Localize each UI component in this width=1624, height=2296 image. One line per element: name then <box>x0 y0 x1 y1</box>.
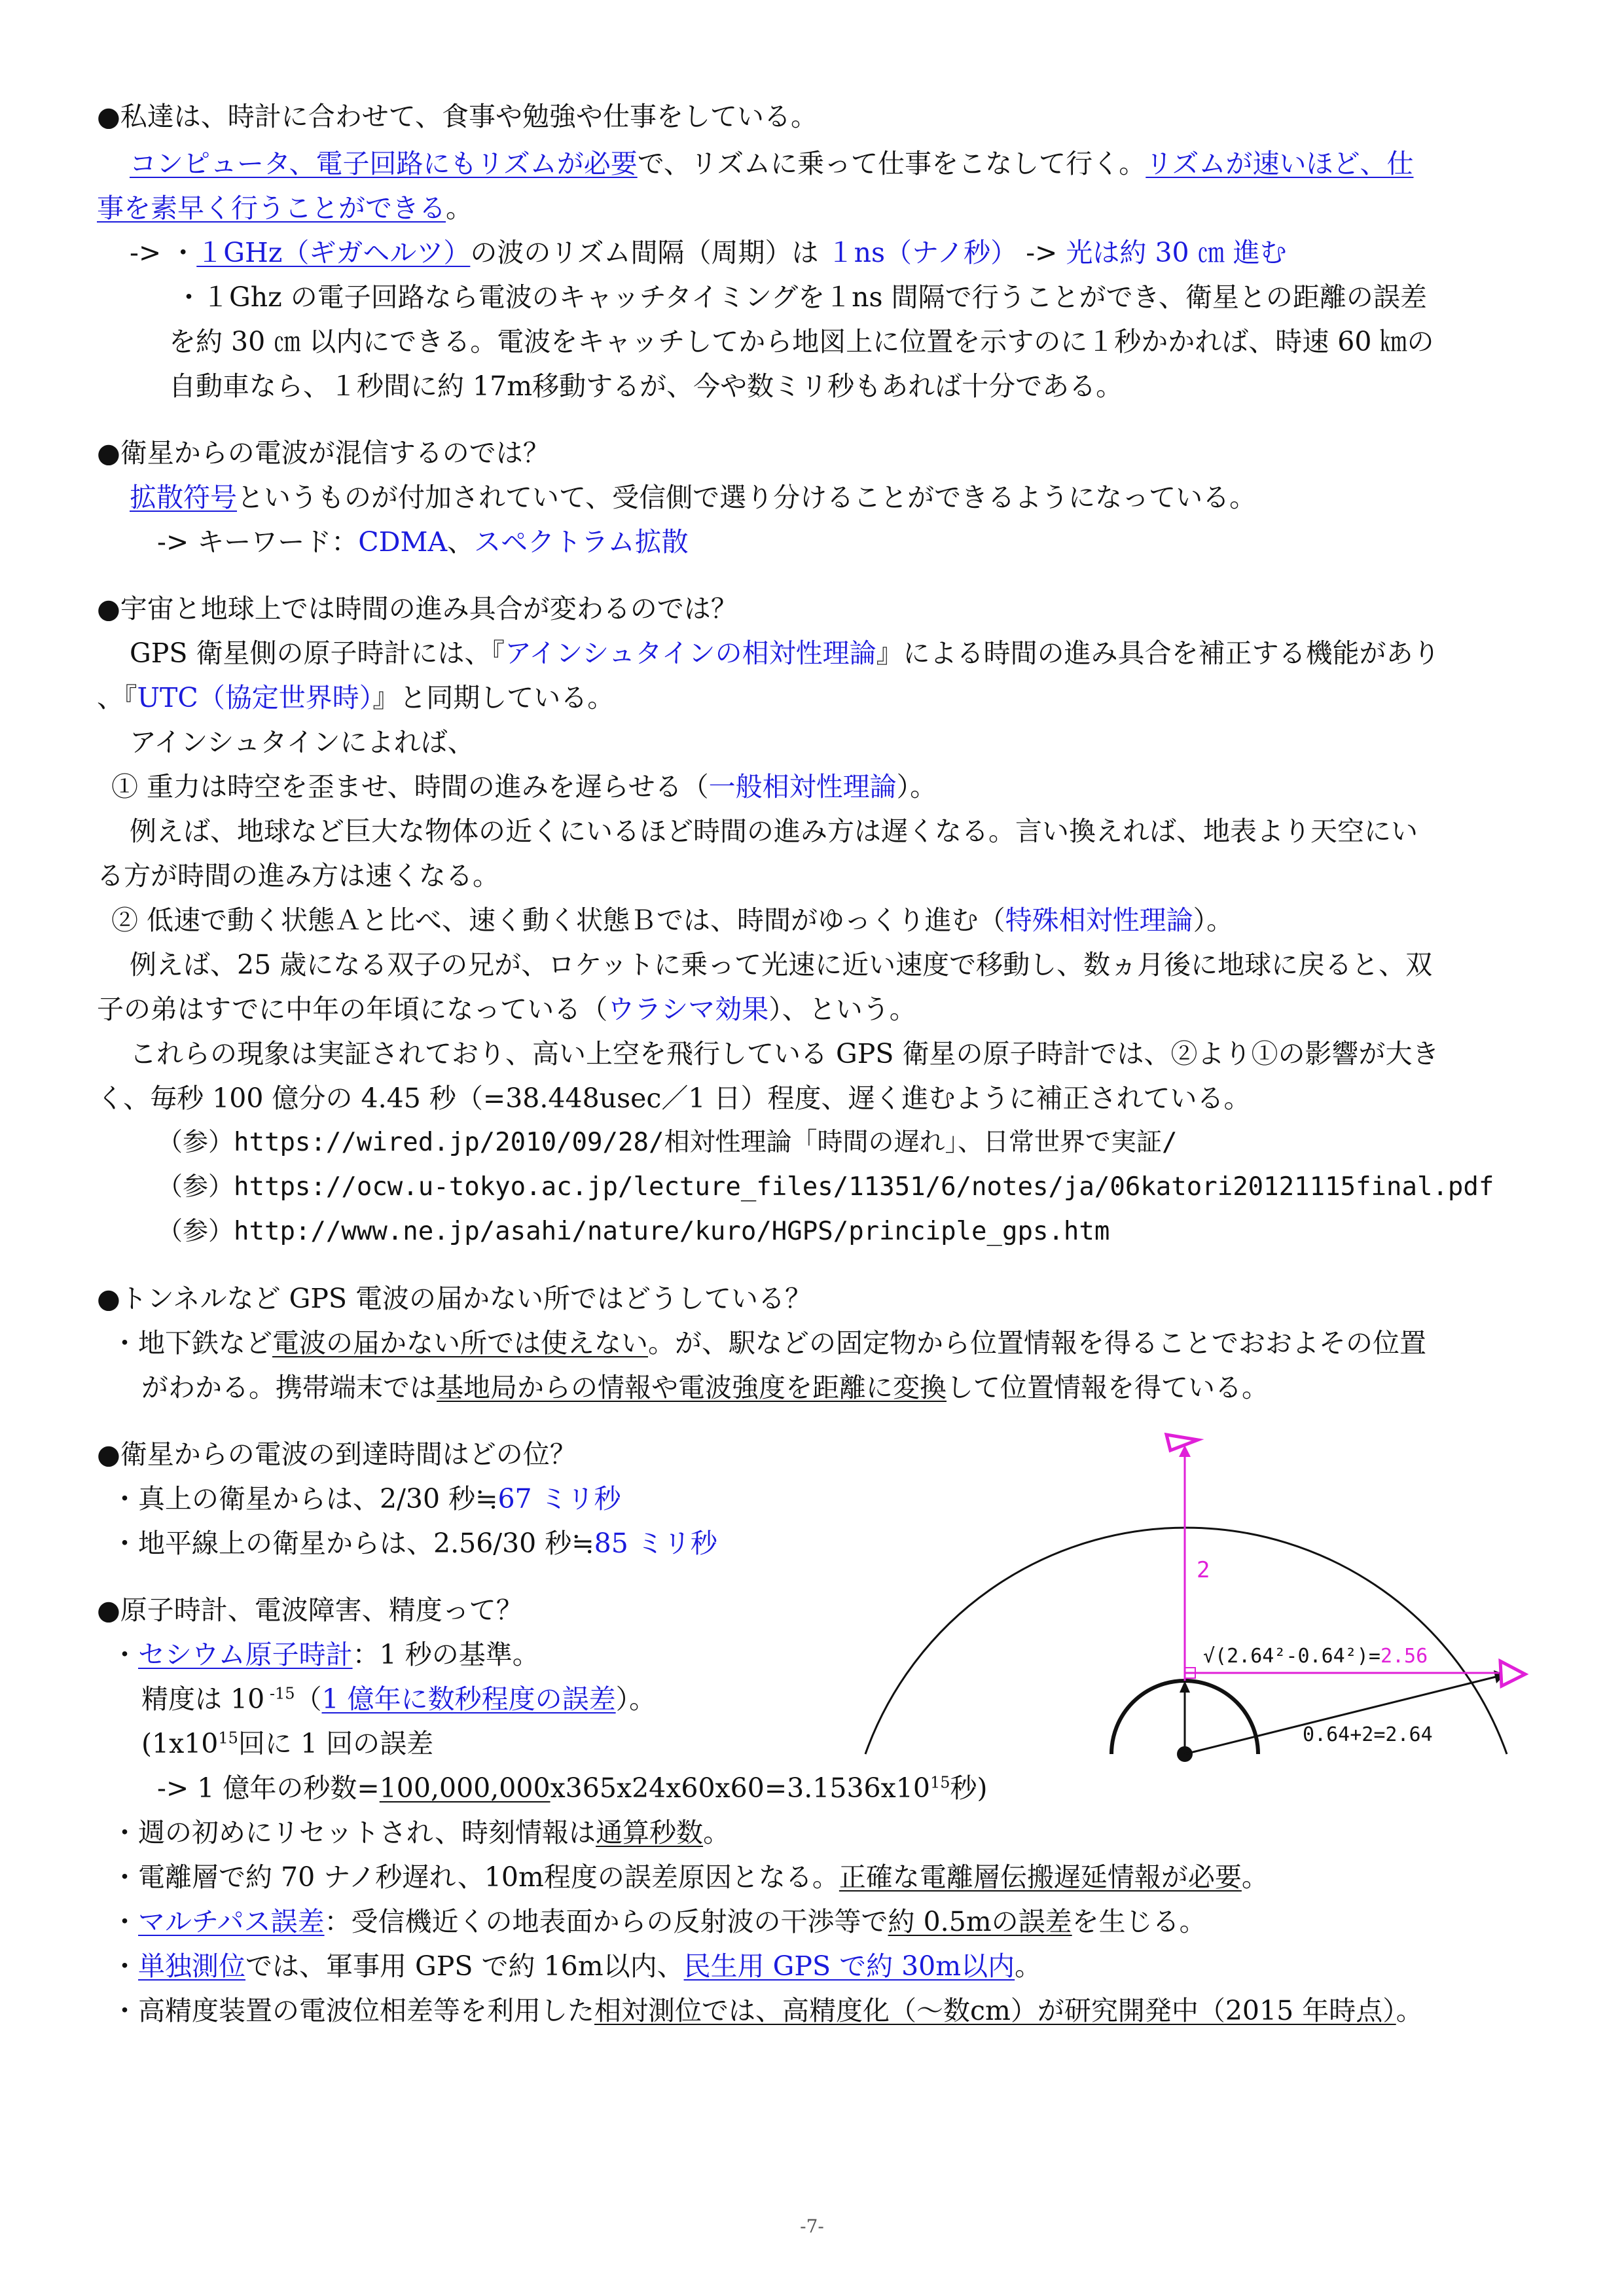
urashima-effect: ウラシマ効果 <box>607 994 769 1025</box>
multipath-line <box>111 1903 1206 1940</box>
underline-ionosphere-info: 正確な電離層伝搬遅延情報が必要 <box>839 1861 1242 1893</box>
arrival-horizon <box>111 1525 717 1562</box>
sqrt-expression: √(2.64²-0.64²)= <box>1203 1645 1380 1668</box>
link-rhythm-needed[interactable]: コンピュータ、電子回路にもリズムが必要 <box>130 148 638 179</box>
underline-relative-positioning: 相対測位では、高精度化（～数cm）が研究開発中（2015 年時点） <box>594 1995 1396 2026</box>
text: ）。 <box>896 771 937 802</box>
bullet-1ghz-line1: ・１Ghz の電子回路なら電波のキャッチタイミングを１ns 間隔で行うことができ、衛星との距離の誤差 <box>175 281 1427 313</box>
reference-1[interactable]: （参）https://wired.jp/2010/09/28/相対性理論「時間の遅れ」、日常世界で実証/ <box>157 1128 1178 1157</box>
text: 回に 1 回の誤差 <box>238 1728 434 1759</box>
relativity-item2 <box>111 902 1233 939</box>
arrival-overhead <box>111 1480 621 1517</box>
text: 』による時間の進み具合を補正する機能があり <box>876 637 1440 669</box>
horizon-satellite-icon <box>1500 1661 1525 1686</box>
satellite-geometry-diagram <box>851 1427 1538 1767</box>
underline-no-signal: 電波の届かない所では使えない <box>272 1327 648 1359</box>
keyword-cdma: CDMA <box>358 526 448 558</box>
text: 。 <box>1241 1861 1269 1893</box>
einstein-relativity: アインシュタインの相対性理論 <box>504 637 876 669</box>
text: で、リズムに乗って仕事をこなして行く。 <box>637 148 1146 179</box>
text: 』と同期している。 <box>372 682 615 713</box>
text: 精度は 10 <box>141 1683 265 1715</box>
text: 。 <box>1396 1995 1423 2026</box>
text: GPS 衛星側の原子時計には、『 <box>130 637 505 669</box>
text: がわかる。携帯端末では <box>141 1372 437 1403</box>
text: （ <box>295 1683 322 1715</box>
ghz-line <box>130 234 1287 271</box>
link-single-positioning[interactable]: 単独測位 <box>138 1950 245 1982</box>
underline-half-meter: 約 0.5mの誤差 <box>888 1906 1072 1937</box>
text: 子の弟はすでに中年の年頃になっている（ <box>97 994 608 1025</box>
text: 、『 <box>97 682 137 713</box>
heading-atomic-clock: ●原子時計、電波障害、精度って？ <box>97 1594 523 1626</box>
link-error-per-100m-years[interactable]: 1 億年に数秒程度の誤差 <box>321 1683 616 1715</box>
cesium-line <box>111 1636 539 1673</box>
text: ・地平線上の衛星からは、2.56/30 秒≒ <box>111 1528 594 1559</box>
paragraph-rhythm-cont <box>97 190 473 226</box>
text: ：受信機近くの地表面からの反射波の干渉等で <box>324 1906 888 1937</box>
text: 。 <box>446 192 473 224</box>
bullet-1ghz-line3: 自動車なら、１秒間に約 17m移動するが、今や数ミリ秒もあれば十分である。 <box>169 370 1123 402</box>
text: ・ <box>111 1639 138 1670</box>
ionosphere-line <box>111 1859 1269 1895</box>
relativity-item1 <box>111 768 937 805</box>
keyword-line <box>157 524 689 560</box>
relative-positioning-line <box>111 1992 1423 2029</box>
horizon-ms: 85 ミリ秒 <box>594 1528 717 1559</box>
text: 。 <box>1015 1950 1042 1982</box>
underline-base-station: 基地局からの情報や電波強度を距離に変換 <box>437 1372 947 1403</box>
ghz-link[interactable]: １GHz（ギガヘルツ） <box>196 237 471 268</box>
text: ① 重力は時空を歪ませ、時間の進みを遅らせる（ <box>111 771 709 802</box>
text: ）。 <box>1193 905 1234 936</box>
underline-hundred-million: 100,000,000 <box>379 1772 550 1804</box>
exponent: 15 <box>218 1729 238 1748</box>
label-radius: 0.64+2=2.64 <box>1303 1723 1433 1746</box>
relativity-line5: 例えば、地球など巨大な物体の近くにいるほど時間の進み方は遅くなる。言い換えれば、地表より天空にい <box>130 816 1418 847</box>
text: 、 <box>447 526 475 558</box>
light-text: 光は約 30 ㎝ 進む <box>1066 237 1287 268</box>
text: を生じる。 <box>1072 1906 1206 1937</box>
paragraph-rhythm <box>130 145 1413 182</box>
utc: UTC（協定世界時） <box>137 682 373 713</box>
text: -> キーワード： <box>157 526 359 558</box>
text: -> ・ <box>130 237 197 268</box>
seconds-calc-line <box>157 1770 987 1806</box>
relativity-line8: 例えば、25 歳になる双子の兄が、ロケットに乗って光速に近い速度で移動し、数ヵ月後に地球に戻ると、双 <box>130 949 1433 980</box>
text: x365x24x60x60=3.1536x10 <box>550 1772 930 1804</box>
heading-rhythm: ●私達は、時計に合わせて、食事や勉強や仕事をしている。 <box>97 101 818 132</box>
link-multipath-error[interactable]: マルチパス誤差 <box>138 1906 325 1937</box>
text: ・ <box>111 1950 138 1982</box>
sqrt-value: 2.56 <box>1380 1645 1428 1668</box>
overhead-satellite-icon <box>1166 1435 1198 1450</box>
tunnel-line1 <box>111 1325 1426 1361</box>
link-rhythm-fast-b[interactable]: 事を素早く行うことができる <box>97 192 446 224</box>
reference-3[interactable]: （参）http://www.ne.jp/asahi/nature/kuro/HGPS/principle_gps.htm <box>157 1217 1110 1246</box>
text: ）、という。 <box>768 994 916 1025</box>
text: (1x10 <box>141 1728 219 1759</box>
text: ・高精度装置の電波位相差等を利用した <box>111 1995 594 2026</box>
reference-2[interactable]: （参）https://ocw.u-tokyo.ac.jp/lecture_files/11351/6/notes/ja/06katori20121115final.pdf <box>157 1172 1494 1202</box>
text: ② 低速で動く状態Ａと比べ、速く動く状態Ｂでは、時間がゆっくり進む（ <box>111 905 1005 936</box>
text: 。 <box>703 1817 731 1848</box>
text: ・地下鉄など <box>111 1327 272 1359</box>
label-vertical-2: 2 <box>1197 1557 1210 1583</box>
underline-cumulative-seconds: 通算秒数 <box>596 1817 704 1848</box>
exponent: -15 <box>264 1684 295 1703</box>
text: ：1 秒の基準。 <box>352 1639 539 1670</box>
text: -> 1 億年の秒数= <box>157 1772 380 1804</box>
ns-text: １ns（ナノ秒） <box>827 237 1018 268</box>
text: では、軍事用 GPS で約 16m以内、 <box>245 1950 684 1982</box>
text: 。が、駅などの固定物から位置情報を得ることでおおよその位置 <box>648 1327 1426 1359</box>
orbit-arc <box>865 1528 1507 1754</box>
text: -> <box>1017 237 1066 268</box>
text: して位置情報を得ている。 <box>947 1372 1269 1403</box>
paragraph-spread-code <box>130 479 1256 516</box>
general-relativity: 一般相対性理論 <box>708 771 897 802</box>
text: というものが付加されていて、受信側で選り分けることができるようになっている。 <box>237 482 1257 513</box>
label-sqrt <box>1203 1645 1428 1668</box>
page-number: -7- <box>800 2215 824 2237</box>
exponent: 15 <box>929 1773 950 1792</box>
precision-line <box>141 1681 656 1717</box>
text: ・真上の衛星からは、2/30 秒≒ <box>111 1483 498 1515</box>
tunnel-line2 <box>141 1369 1269 1406</box>
relativity-line11: く、毎秒 100 億分の 4.45 秒（=38.448usec／1 日）程度、遅く進むように補正されている。 <box>97 1083 1251 1114</box>
special-relativity: 特殊相対性理論 <box>1005 905 1193 936</box>
text: 秒) <box>950 1772 988 1804</box>
text: ・ <box>111 1906 138 1937</box>
heading-arrival-time: ●衛星からの電波の到達時間はどの位？ <box>97 1439 577 1470</box>
link-cesium-clock[interactable]: セシウム原子時計 <box>138 1639 353 1670</box>
text: ・週の初めにリセットされ、時刻情報は <box>111 1817 596 1848</box>
week-reset-line <box>111 1814 730 1851</box>
link-rhythm-fast-a[interactable]: リズムが速いほど、仕 <box>1146 148 1414 179</box>
text: ・電離層で約 70 ナノ秒遅れ、10m程度の誤差原因となる。 <box>111 1861 839 1893</box>
relativity-line9 <box>97 991 916 1028</box>
text: の波のリズム間隔（周期）は <box>470 237 827 268</box>
relativity-line1 <box>130 635 1440 672</box>
link-spread-code[interactable]: 拡散符号 <box>130 482 237 513</box>
relativity-line6: る方が時間の進み方は速くなる。 <box>97 860 499 891</box>
relativity-line2 <box>97 679 614 716</box>
heading-relativity: ●宇宙と地球上では時間の進み具合が変わるのでは？ <box>97 593 738 624</box>
text: ）。 <box>615 1683 657 1715</box>
bullet-1ghz-line2: を約 30 ㎝ 以内にできる。電波をキャッチしてから地図上に位置を示すのに１秒かかれば、時速 60 ㎞の <box>169 326 1434 357</box>
relativity-line3: アインシュタインによれば、 <box>130 726 475 758</box>
heading-tunnel: ●トンネルなど GPS 電波の届かない所ではどうしている？ <box>97 1283 812 1314</box>
positioning-line <box>111 1948 1041 1984</box>
link-civil-gps[interactable]: 民生用 GPS で約 30m以内 <box>683 1950 1015 1982</box>
error-rate-line <box>141 1725 433 1762</box>
keyword-spread-spectrum: スペクトラム拡散 <box>474 526 689 558</box>
overhead-ms: 67 ミリ秒 <box>497 1483 621 1515</box>
relativity-line10: これらの現象は実証されており、高い上空を飛行している GPS 衛星の原子時計では、②より①の影響が大き <box>130 1038 1439 1069</box>
heading-interference: ●衛星からの電波が混信するのでは？ <box>97 437 550 469</box>
